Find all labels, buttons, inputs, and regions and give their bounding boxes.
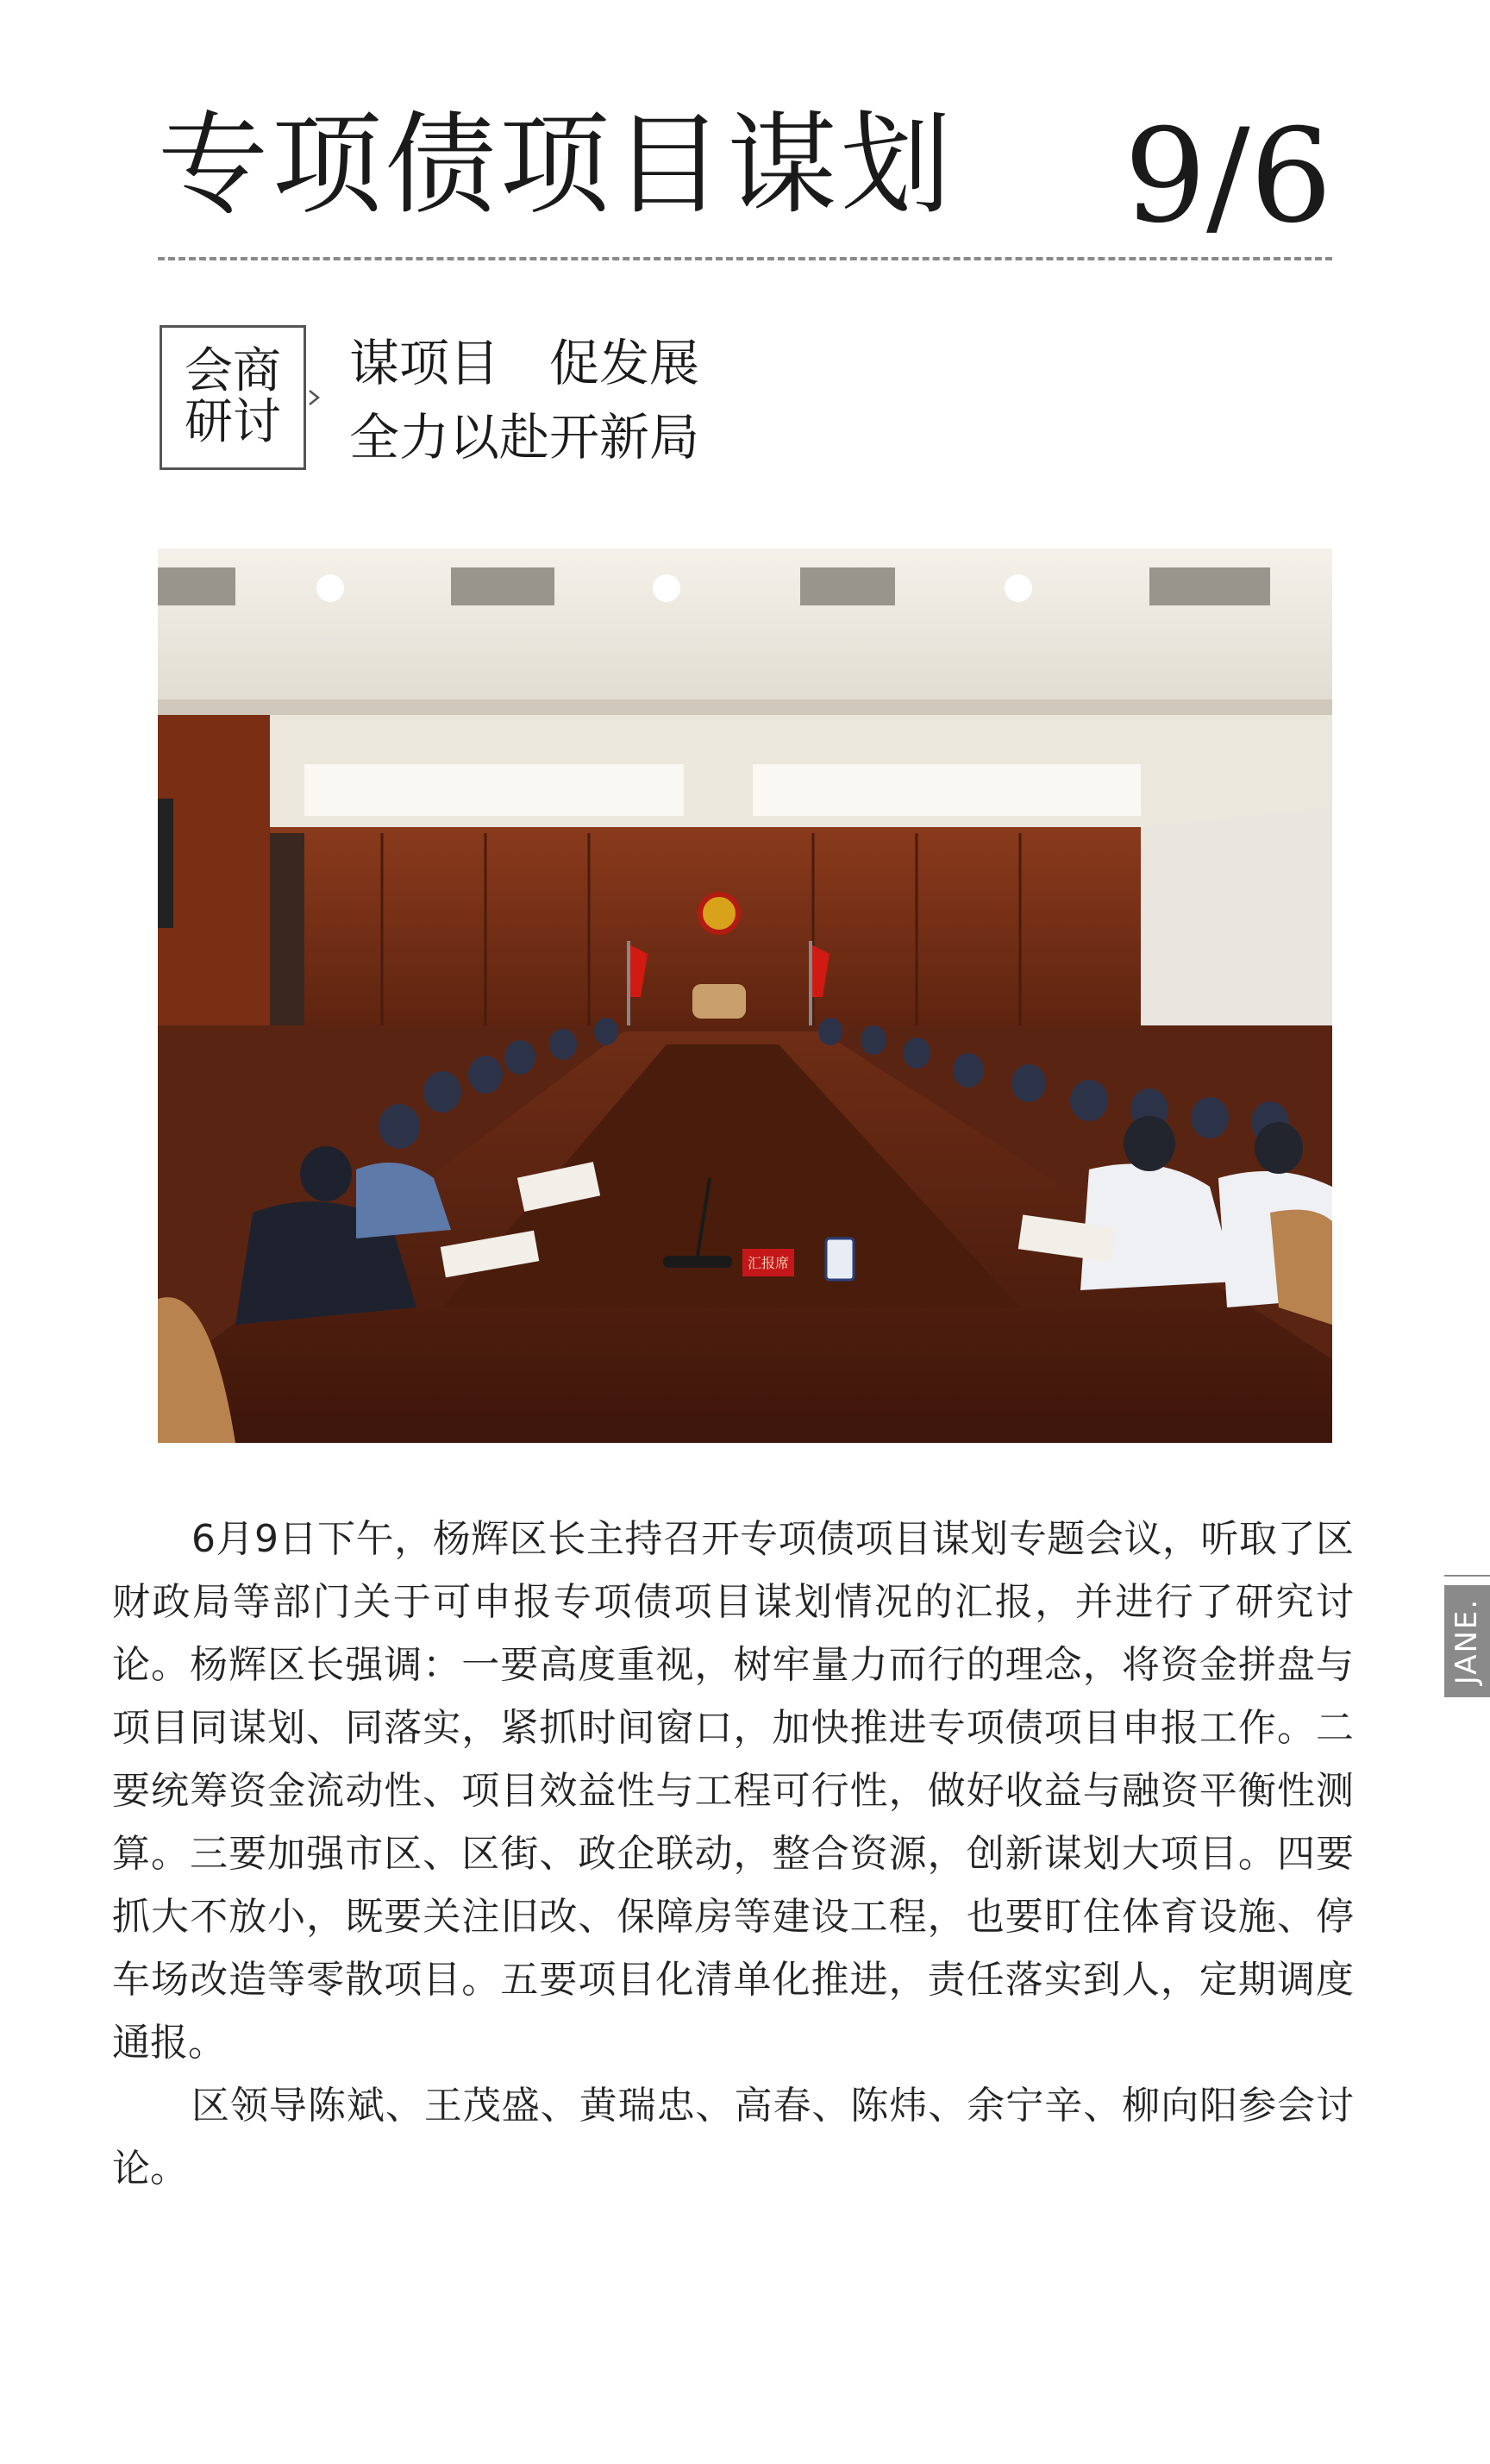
section-tag	[160, 325, 306, 470]
subtitle-line2: 全力以赴开新局	[349, 408, 700, 467]
article-paragraph-1: 6月9日下午，杨辉区长主持召开专项债项目谋划专题会议，听取了区财政局等部门关于可申报专项债项目谋划情况的汇报，并进行了研究讨论。杨辉区长强调：一要高度重视，树牢量力而行的理念，将资金拼盘与项目同谋划、同落实，紧抓时间窗口，加快推进专项债项目申报工作。二要统筹资金流动性、项目效益性与工程可行性，做好收益与融资平衡性测算。三要加强市区、区街、政企联动，整合资源，创新谋划大项目。四要抓大不放小，既要关注旧改、保障房等建设工程，也要盯住体育设施、停车场改造等零散项目。五要项目化清单化推进，责任落实到人，定期调度通报。	[112, 1517, 1354, 2065]
section-subtitle	[349, 334, 700, 467]
article-body	[112, 1508, 1354, 2200]
nameplate-text: 汇报席	[747, 1255, 790, 1271]
section-tag-line2: 研讨	[185, 394, 281, 450]
side-tab	[1444, 1585, 1490, 1697]
chevron-right-icon	[306, 389, 323, 406]
side-tab-divider	[1444, 1575, 1490, 1577]
side-tab-label: JANE.	[1449, 1597, 1485, 1685]
meeting-photo-illustration	[158, 549, 1332, 1443]
issue-date: 9/6	[1124, 102, 1332, 252]
page-title: 专项债项目谋划	[158, 101, 955, 229]
meeting-photo	[158, 549, 1332, 1443]
section-tag-line1: 会商	[185, 343, 281, 400]
article-paragraph-2: 区领导陈斌、王茂盛、黄瑞忠、高春、陈炜、余宁辛、柳向阳参会讨论。	[112, 2084, 1354, 2191]
subtitle-line1: 谋项目 促发展	[349, 334, 700, 392]
header-divider	[158, 257, 1332, 260]
